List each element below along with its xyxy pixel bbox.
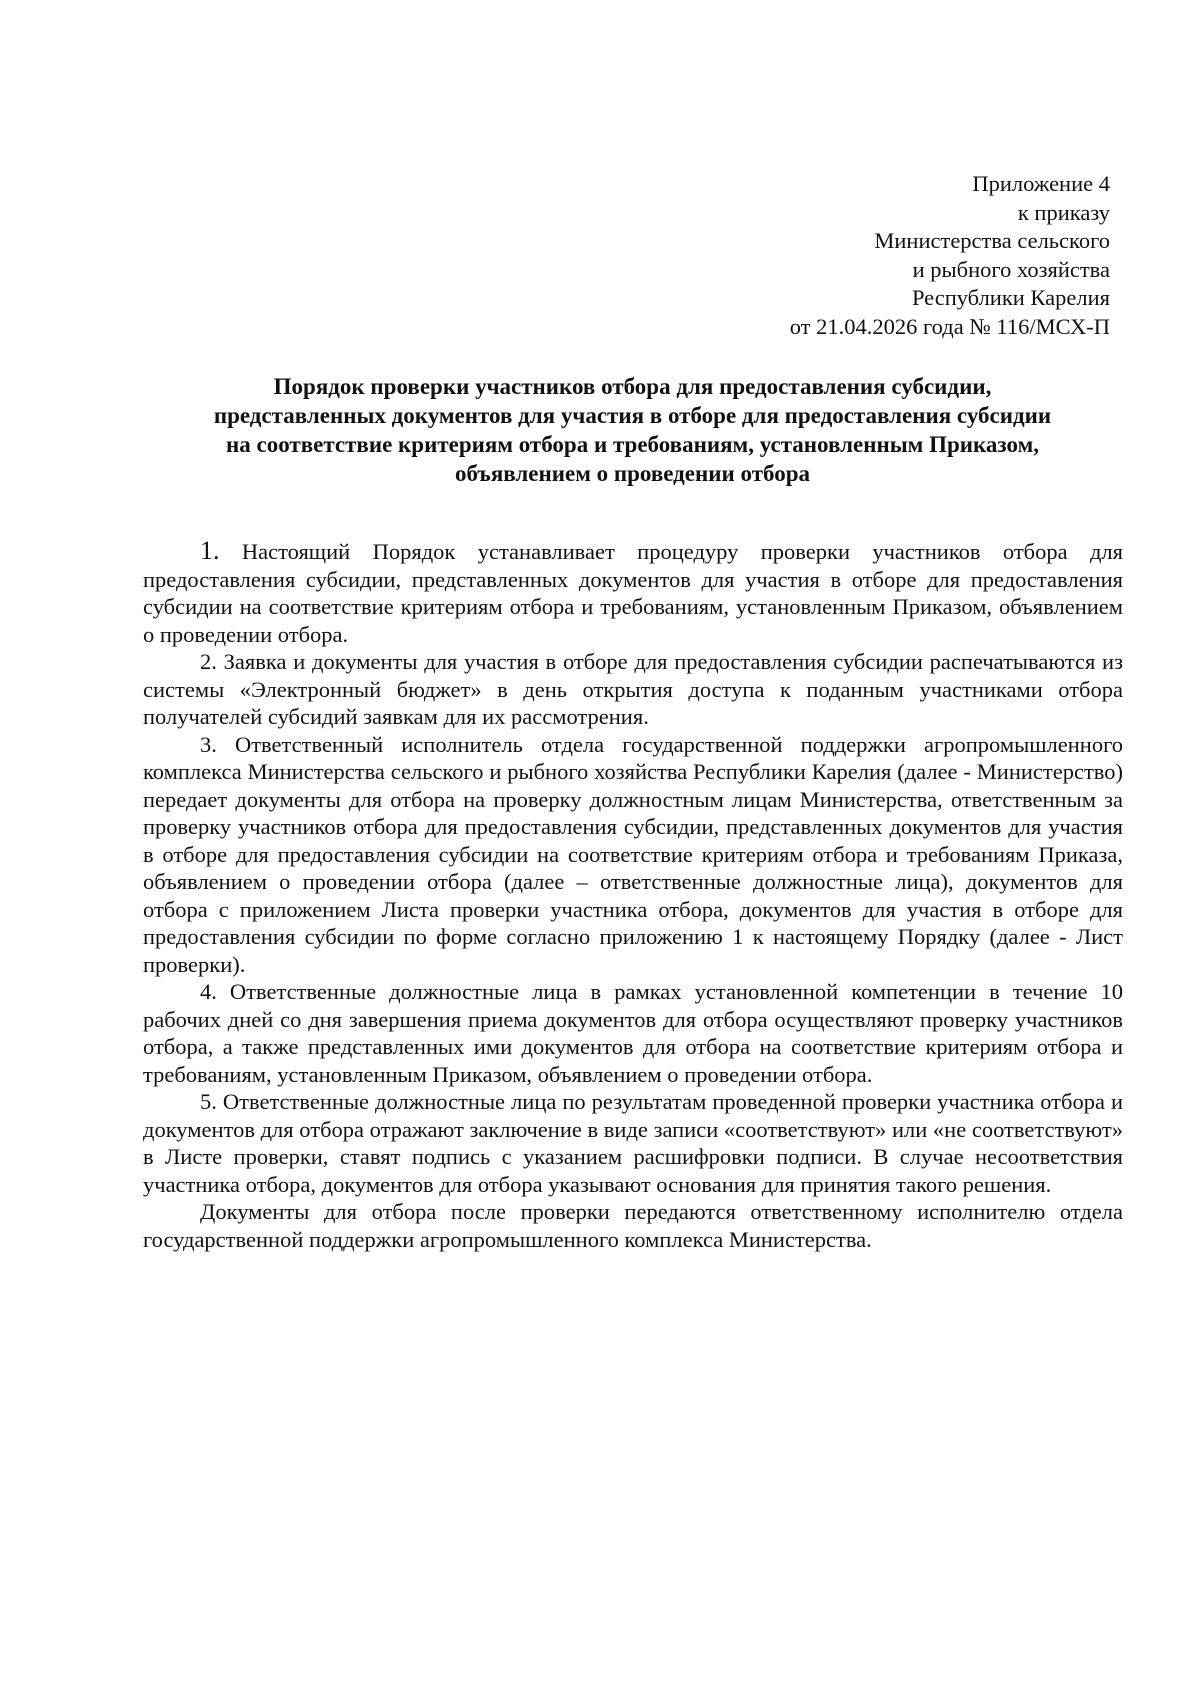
- header-date-number-line: от 21.04.2026 года № 116/МСХ-П: [789, 313, 1110, 339]
- title-line: на соответствие критериям отбора и требованиям, установленным Приказом,: [225, 432, 1040, 457]
- paragraph-1: [143, 537, 1123, 648]
- paragraph-3: [143, 731, 1123, 979]
- header-republic-line: Республики Карелия: [911, 285, 1110, 310]
- header-ministry-line: Министерства сельского: [874, 228, 1110, 253]
- title-line: представленных документов для участия в отборе для предоставления субсидии: [213, 403, 1052, 428]
- paragraph-text: Ответственные должностные лица по результатам проведенной проверки участника отбора и документов для отбора отражают заключение в виде записи «соответствуют» или «не соответствуют» в Листе проверки, ставят подпись с указанием расшифровки подписи. В случае несоответствия участника отбора, документов для отбора указывают основания для принятия такого решения.: [143, 1089, 1123, 1197]
- paragraph-text: Документы для отбора после проверки передаются ответственному исполнителю отдела государственной поддержки агропромышленного комплекса Министерства.: [143, 1199, 1123, 1252]
- paragraph-final: [143, 1198, 1123, 1253]
- title-line: объявлением о проведении отбора: [454, 461, 811, 486]
- title-line: Порядок проверки участников отбора для предоставления субсидии,: [273, 374, 992, 399]
- header-appendix-line: Приложение 4: [972, 171, 1110, 196]
- header-order-line: к приказу: [1017, 199, 1110, 225]
- document-body: [143, 537, 1123, 1253]
- paragraph-number: 2.: [200, 649, 217, 674]
- paragraph-number: 3.: [200, 731, 217, 757]
- paragraph-text: Заявка и документы для участия в отборе для предоставления субсидии распечатываются из системы «Электронный бюджет» в день открытия доступа к поданным участниками отбора получателей субсидий заявкам для их рассмотрения.: [143, 649, 1123, 729]
- paragraph-5: [143, 1088, 1123, 1198]
- paragraph-number: 1.: [200, 536, 220, 565]
- paragraph-4: [143, 978, 1123, 1088]
- paragraph-number: 4.: [200, 979, 217, 1004]
- header-ministry-line-2: и рыбного хозяйства: [912, 256, 1110, 282]
- paragraph-text: Ответственный исполнитель отдела государственной поддержки агропромышленного комплекса Министерства сельского и рыбного хозяйства Республики Карелия (далее - Министерство) передает документы для отбора на проверку должностным лицам Министерства, ответственным за проверку участников отбора для предоставления субсидии, представленных документов для участия в отборе для предоставления субсидии на соответствие критериям отбора и требованиям Приказа, объявлением о проведении отбора (далее – ответственные должностные лица), документов для отбора с приложением Листа проверки участника отбора, документов для участия в отборе для предоставления субсидии по форме согласно приложению 1 к настоящему Порядку (далее - Лист проверки).: [143, 731, 1123, 977]
- paragraph-number: 5.: [200, 1089, 217, 1114]
- approval-header: [690, 170, 1110, 341]
- paragraph-text: Настоящий Порядок устанавливает процедуру проверки участников отбора для предоставления субсидии, представленных документов для участия в отборе для предоставления субсидии на соответствие критериям отбора и требованиям, установленным Приказом, объявлением о проведении отбора.: [143, 539, 1123, 647]
- paragraph-text: Ответственные должностные лица в рамках установленной компетенции в течение 10 рабочих дней со дня завершения приема документов для отбора осуществляют проверку участников отбора, а также представленных ими документов для отбора на соответствие критериям отбора и требованиям, установленным Приказом, объявлением о проведении отбора.: [143, 979, 1123, 1087]
- paragraph-2: [143, 648, 1123, 731]
- document-title: [140, 372, 1125, 488]
